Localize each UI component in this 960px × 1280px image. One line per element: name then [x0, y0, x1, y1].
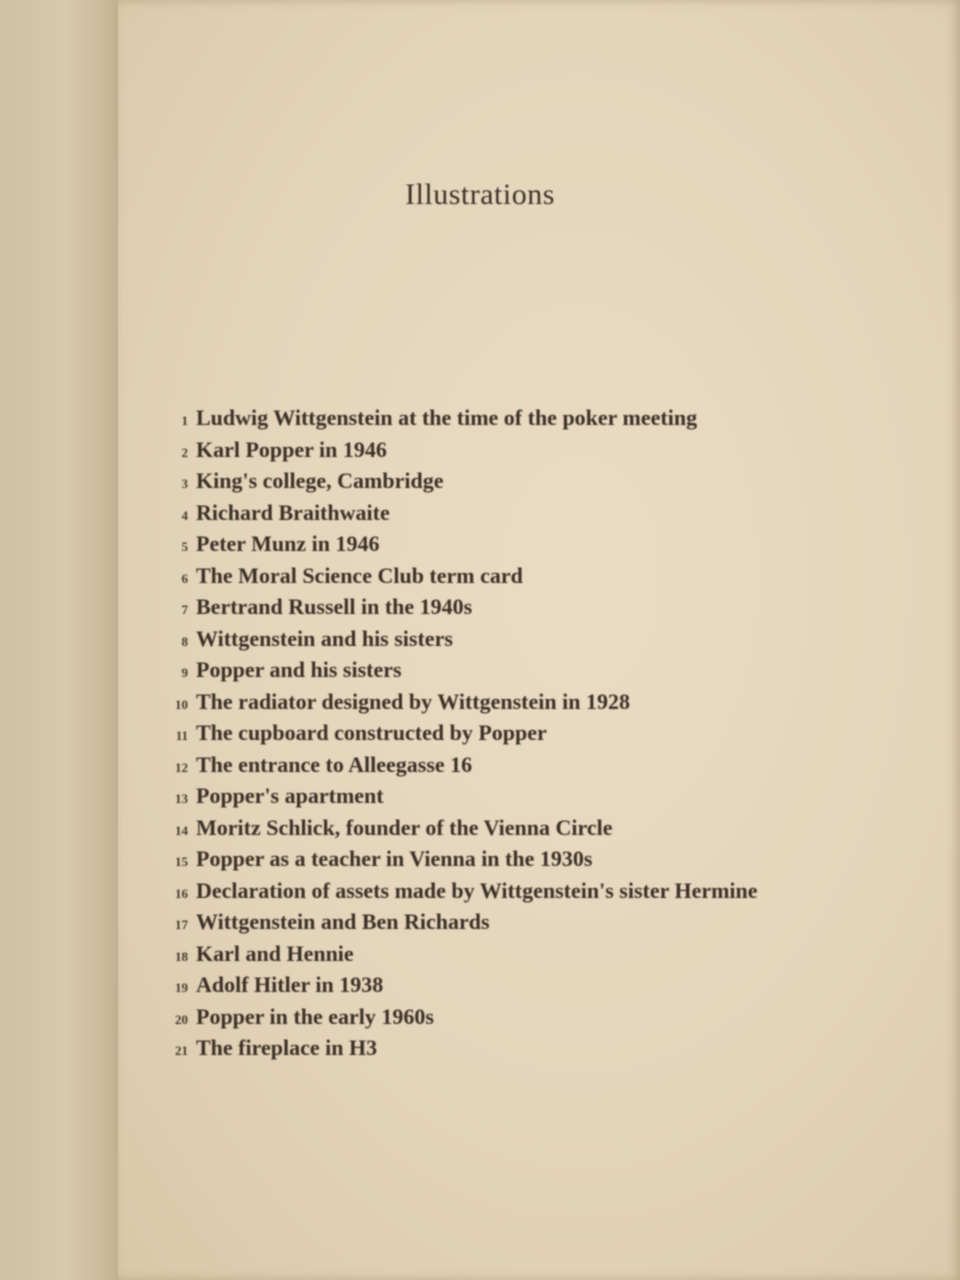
item-caption: Bertrand Russell in the 1940s	[196, 594, 473, 619]
item-number: 5	[181, 539, 188, 554]
item-number: 18	[175, 948, 188, 964]
item-number: 3	[181, 476, 188, 491]
item-number: 10	[175, 696, 188, 712]
item-caption: Popper's apartment	[196, 783, 384, 808]
list-item	[150, 686, 910, 718]
item-caption: Popper as a teacher in Vienna in the 1930s	[196, 846, 593, 871]
illustrations-list	[150, 402, 910, 1064]
list-item	[150, 560, 910, 592]
list-item	[150, 749, 910, 781]
item-caption: Popper in the early 1960s	[196, 1003, 434, 1029]
list-item	[150, 812, 910, 844]
item-number: 19	[175, 980, 188, 995]
list-item	[150, 875, 910, 907]
item-caption: Moritz Schlick, founder of the Vienna Circle	[196, 814, 613, 840]
item-number: 15	[175, 854, 188, 869]
list-item	[150, 906, 910, 938]
item-caption: The entrance to Alleegasse 16	[196, 751, 473, 777]
item-number: 2	[181, 444, 188, 460]
list-item	[150, 969, 910, 1001]
list-item	[150, 843, 910, 875]
list-item	[150, 528, 910, 560]
item-number: 13	[175, 791, 188, 806]
item-number: 11	[175, 728, 188, 743]
item-number: 4	[181, 507, 188, 523]
item-number: 20	[175, 1011, 188, 1027]
item-number: 12	[175, 759, 188, 775]
list-item	[150, 938, 910, 970]
item-caption: The radiator designed by Wittgenstein in 1928	[196, 688, 630, 714]
list-item	[150, 623, 910, 655]
list-item	[150, 654, 910, 686]
item-number: 16	[175, 885, 188, 901]
item-caption: Ludwig Wittgenstein at the time of the poker meeting	[196, 405, 698, 430]
item-caption: Karl and Hennie	[196, 940, 354, 966]
list-item	[150, 717, 910, 749]
list-item	[150, 780, 910, 812]
item-caption: Declaration of assets made by Wittgenstein's sister Hermine	[196, 877, 758, 903]
item-caption: The Moral Science Club term card	[196, 562, 523, 588]
item-number: 21	[175, 1043, 188, 1058]
list-item	[150, 1001, 910, 1033]
item-number: 6	[181, 570, 188, 586]
item-caption: The fireplace in H3	[196, 1035, 378, 1060]
list-item	[150, 591, 910, 623]
item-number: 17	[175, 917, 188, 932]
item-caption: Wittgenstein and Ben Richards	[196, 909, 490, 934]
item-caption: The cupboard constructed by Popper	[196, 720, 547, 745]
item-caption: King's college, Cambridge	[196, 468, 444, 493]
item-number: 9	[181, 665, 188, 680]
list-item	[150, 434, 910, 466]
item-caption: Wittgenstein and his sisters	[196, 625, 453, 651]
page-title: Illustrations	[405, 178, 555, 211]
list-item	[150, 497, 910, 529]
item-number: 14	[175, 822, 188, 838]
item-number: 8	[181, 633, 188, 649]
list-item	[150, 402, 910, 434]
item-number: 7	[181, 602, 188, 617]
list-item	[150, 465, 910, 497]
item-caption: Adolf Hitler in 1938	[196, 972, 384, 997]
item-caption: Richard Braithwaite	[196, 499, 390, 525]
item-caption: Peter Munz in 1946	[196, 531, 380, 556]
list-item	[150, 1032, 910, 1064]
item-caption: Karl Popper in 1946	[196, 436, 387, 462]
item-number: 1	[181, 413, 188, 428]
item-caption: Popper and his sisters	[196, 657, 402, 682]
